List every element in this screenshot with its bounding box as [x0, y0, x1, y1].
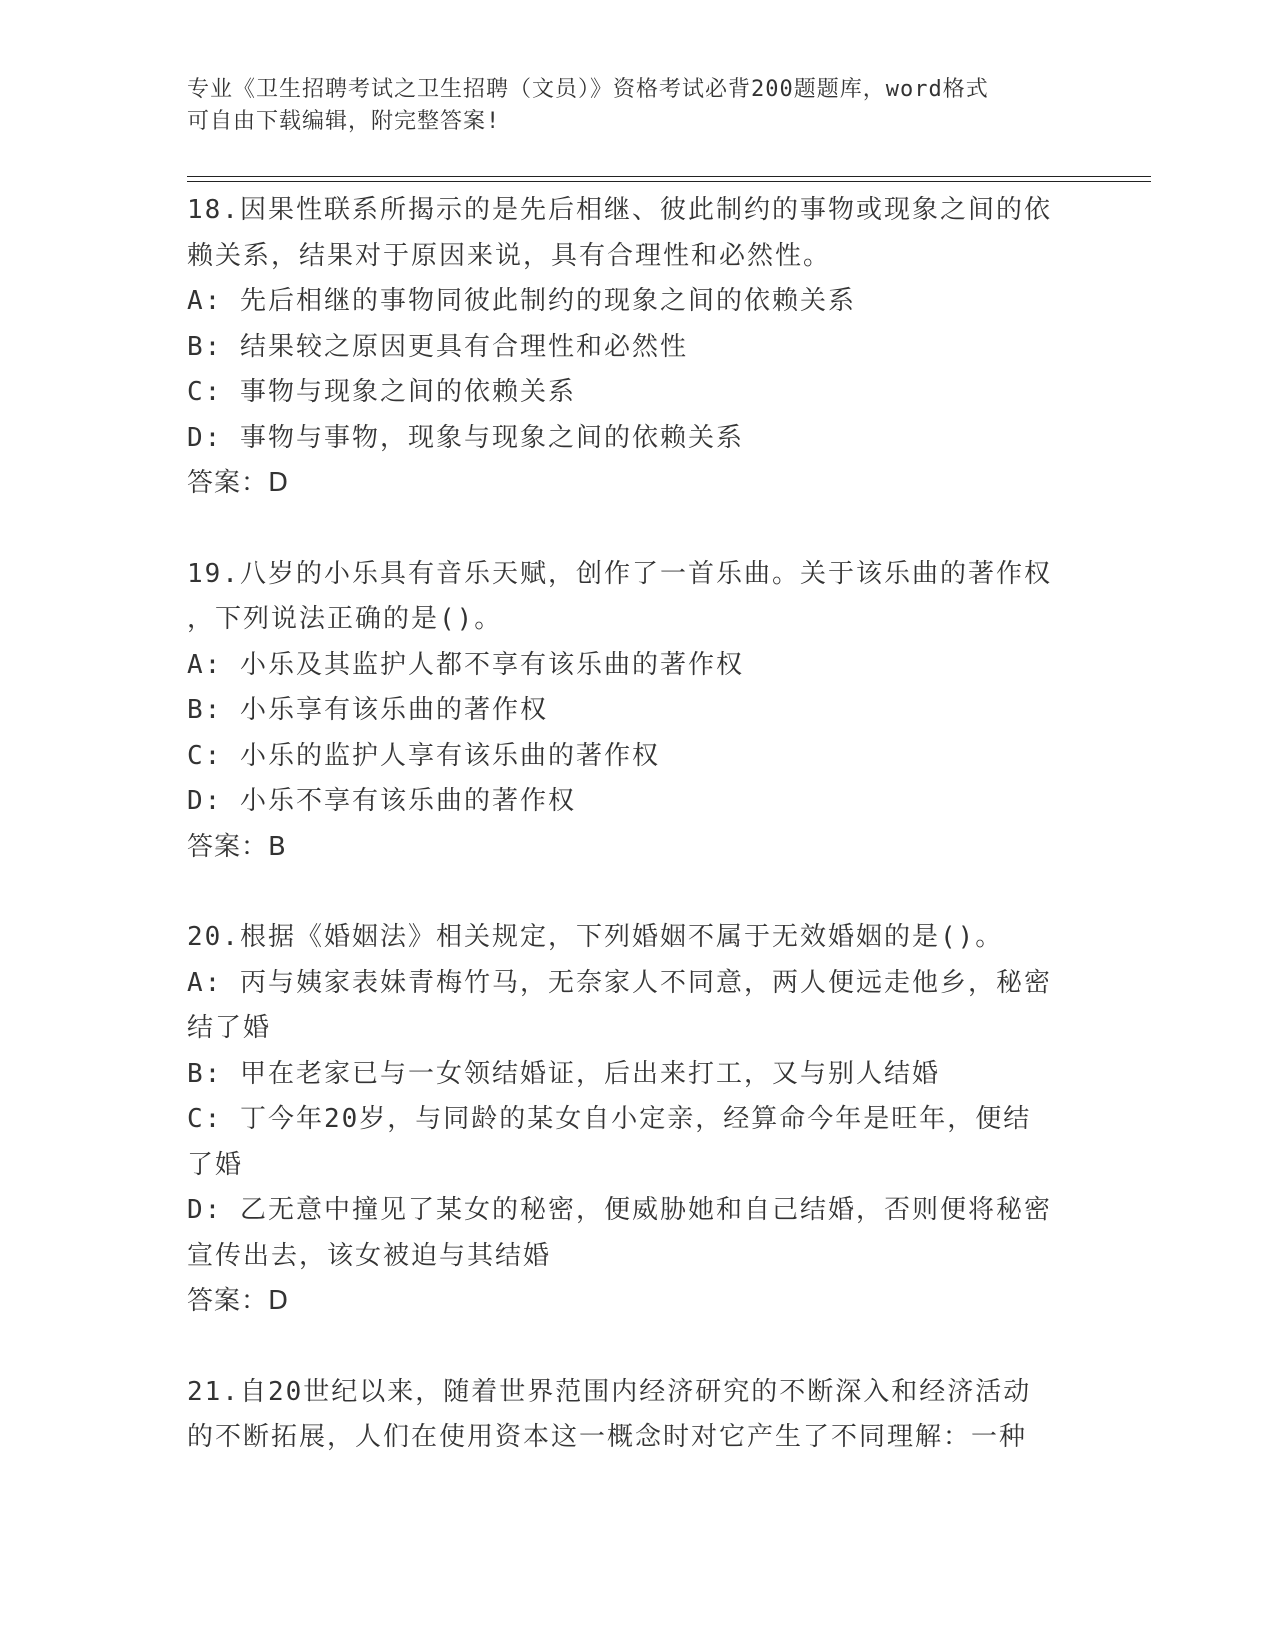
- question-stem-line: 赖关系，结果对于原因来说，具有合理性和必然性。: [187, 240, 832, 271]
- answer-line: 答案：D: [187, 1286, 290, 1316]
- option-c-continued: 了婚: [187, 1149, 244, 1180]
- option-d-continued: 宣传出去，该女被迫与其结婚: [187, 1240, 552, 1271]
- document-header: [187, 74, 1087, 138]
- option-a: A: 丙与姨家表妹青梅竹马，无奈家人不同意，两人便远走他乡，秘密: [187, 967, 1052, 998]
- header-rule-bottom: [187, 181, 1151, 182]
- question-stem-line: 19.八岁的小乐具有音乐天赋，创作了一首乐曲。关于该乐曲的著作权: [187, 558, 1052, 589]
- question-stem-line: 18.因果性联系所揭示的是先后相继、彼此制约的事物或现象之间的依: [187, 195, 1052, 225]
- option-b: B: 结果较之原因更具有合理性和必然性: [187, 331, 688, 362]
- question-stem-line: 的不断拓展，人们在使用资本这一概念时对它产生了不同理解：一种: [187, 1422, 1028, 1452]
- option-d: D: 乙无意中撞见了某女的秘密，便威胁她和自己结婚，否则便将秘密: [187, 1195, 1052, 1225]
- option-d: D: 小乐不享有该乐曲的著作权: [187, 786, 576, 816]
- question-20: [187, 915, 1087, 1325]
- answer-line: 答案：B: [187, 831, 287, 862]
- option-a: A: 小乐及其监护人都不享有该乐曲的著作权: [187, 649, 744, 680]
- option-b: B: 甲在老家已与一女领结婚证，后出来打工，又与别人结婚: [187, 1058, 940, 1089]
- question-19: [187, 552, 1087, 871]
- option-c: C: 小乐的监护人享有该乐曲的著作权: [187, 740, 660, 771]
- option-d: D: 事物与事物，现象与现象之间的依赖关系: [187, 422, 744, 453]
- header-line-1: 专业《卫生招聘考试之卫生招聘（文员）》资格考试必背200题题库，word格式: [187, 77, 989, 102]
- option-a: A: 先后相继的事物同彼此制约的现象之间的依赖关系: [187, 286, 856, 316]
- answer-line: 答案：D: [187, 468, 290, 498]
- question-stem-line: 21.自20世纪以来，随着世界范围内经济研究的不断深入和经济活动: [187, 1376, 1032, 1407]
- question-list: [187, 188, 1087, 1461]
- option-c: C: 事物与现象之间的依赖关系: [187, 377, 576, 407]
- option-a-continued: 结了婚: [187, 1013, 272, 1043]
- option-b: B: 小乐享有该乐曲的著作权: [187, 695, 548, 725]
- question-18: [187, 188, 1087, 507]
- header-rule-top: [187, 176, 1151, 177]
- header-line-2: 可自由下载编辑，附完整答案!: [187, 109, 501, 134]
- question-21: [187, 1370, 1087, 1461]
- question-stem-line: 20.根据《婚姻法》相关规定，下列婚姻不属于无效婚姻的是()。: [187, 922, 1004, 952]
- option-c: C: 丁今年20岁，与同龄的某女自小定亲，经算命今年是旺年，便结: [187, 1104, 1032, 1134]
- question-stem-line: ，下列说法正确的是()。: [187, 604, 503, 634]
